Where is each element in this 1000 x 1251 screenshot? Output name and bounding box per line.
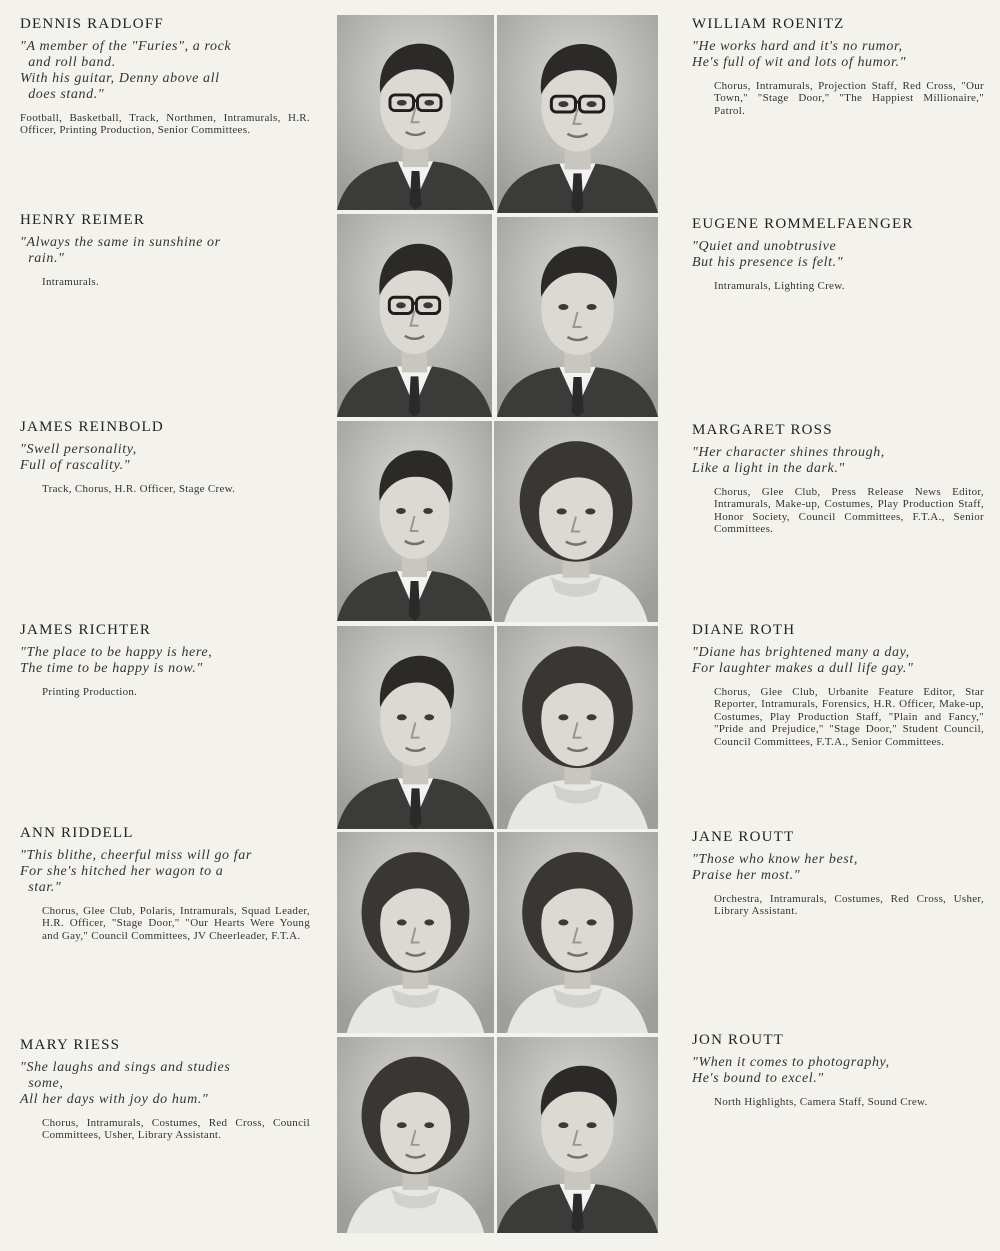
- portrait-photo-henry-reimer: [337, 214, 492, 417]
- student-entry-henry-reimer: [20, 212, 310, 288]
- student-name: JON ROUTT: [692, 1032, 785, 1048]
- student-quote: "This blithe, cheerful miss will go far For she's hitched her wagon to a star.": [20, 848, 252, 895]
- student-name: JAMES RICHTER: [20, 622, 152, 638]
- student-entry-diane-roth: [692, 622, 984, 748]
- student-activities: Chorus, Glee Club, Press Release News Editor, Intramurals, Make-up, Costumes, Play Production Staff, Honor Society, Council Committees, F.T.A., Senior Committees.: [714, 486, 984, 536]
- student-activities: Printing Production.: [42, 686, 138, 698]
- student-entry-dennis-radloff: [20, 16, 310, 137]
- student-activities: Football, Basketball, Track, Northmen, Intramurals, H.R. Officer, Printing Production, Senior Committees.: [20, 112, 310, 137]
- student-entry-jon-routt: [692, 1032, 984, 1108]
- student-name: MARGARET ROSS: [692, 422, 833, 438]
- student-name: ANN RIDDELL: [20, 825, 134, 841]
- student-name: DIANE ROTH: [692, 622, 796, 638]
- student-entry-william-roenitz: [692, 16, 984, 117]
- student-quote: "Her character shines through, Like a light in the dark.": [692, 445, 885, 476]
- student-activities: North Highlights, Camera Staff, Sound Crew.: [714, 1096, 928, 1108]
- student-name: EUGENE ROMMELFAENGER: [692, 216, 914, 232]
- student-name: JANE ROUTT: [692, 829, 795, 845]
- student-quote: "A member of the "Furies", a rock and roll band. With his guitar, Denny above all does stand.": [20, 39, 232, 102]
- student-name: JAMES REINBOLD: [20, 419, 164, 435]
- student-activities: Chorus, Glee Club, Polaris, Intramurals, Squad Leader, H.R. Officer, "Stage Door," "Our Hearts Were Young and Gay," Council Committees, JV Cheerleader, F.T.A.: [42, 905, 310, 942]
- student-name: HENRY REIMER: [20, 212, 146, 228]
- portrait-photo-eugene-rommelfaenger: [497, 217, 658, 417]
- student-entry-james-reinbold: [20, 419, 310, 495]
- student-activities: Orchestra, Intramurals, Costumes, Red Cross, Usher, Library Assistant.: [714, 893, 984, 918]
- portrait-photo-william-roenitz: [497, 15, 658, 213]
- student-activities: Chorus, Intramurals, Costumes, Red Cross, Council Committees, Usher, Library Assistant.: [42, 1117, 310, 1142]
- student-quote: "She laughs and sings and studies some, All her days with joy do hum.": [20, 1060, 231, 1107]
- portrait-photo-mary-riess: [337, 1037, 494, 1233]
- student-activities: Chorus, Glee Club, Urbanite Feature Editor, Star Reporter, Intramurals, Forensics, H.R. Officer, Make-up, Costumes, Play Production Staff, "Plain and Fancy," "Pride and Prejudice," "Stage Door," Student Council, Council Committees, F.T.A., Senior Committees.: [714, 686, 984, 748]
- portrait-photo-dennis-radloff: [337, 15, 494, 210]
- student-quote: "He works hard and it's no rumor, He's full of wit and lots of humor.": [692, 39, 907, 70]
- portrait-photo-diane-roth: [497, 626, 658, 829]
- student-name: WILLIAM ROENITZ: [692, 16, 845, 32]
- portrait-photo-james-reinbold: [337, 421, 492, 621]
- portrait-photo-jon-routt: [497, 1037, 658, 1233]
- student-activities: Chorus, Intramurals, Projection Staff, Red Cross, "Our Town," "Stage Door," "The Happiest Millionaire," Patrol.: [714, 80, 984, 117]
- student-activities: Intramurals.: [42, 276, 100, 288]
- student-activities: Track, Chorus, H.R. Officer, Stage Crew.: [42, 483, 236, 495]
- portrait-photo-margaret-ross: [494, 421, 658, 622]
- student-entry-james-richter: [20, 622, 310, 698]
- student-quote: "Those who know her best, Praise her most.": [692, 852, 858, 883]
- student-entry-eugene-rommelfaenger: [692, 216, 984, 292]
- student-quote: "Always the same in sunshine or rain.": [20, 235, 221, 266]
- student-name: DENNIS RADLOFF: [20, 16, 164, 32]
- student-entry-jane-routt: [692, 829, 984, 918]
- student-entry-margaret-ross: [692, 422, 984, 536]
- student-entry-mary-riess: [20, 1037, 310, 1142]
- student-name: MARY RIESS: [20, 1037, 121, 1053]
- portrait-photo-jane-routt: [497, 832, 658, 1033]
- student-entry-ann-riddell: [20, 825, 310, 942]
- student-activities: Intramurals, Lighting Crew.: [714, 280, 845, 292]
- portrait-photo-james-richter: [337, 626, 494, 829]
- student-quote: "The place to be happy is here, The time to be happy is now.": [20, 645, 213, 676]
- student-quote: "When it comes to photography, He's bound to excel.": [692, 1055, 890, 1086]
- portrait-photo-ann-riddell: [337, 832, 494, 1033]
- student-quote: "Quiet and unobtrusive But his presence is felt.": [692, 239, 844, 270]
- student-quote: "Swell personality, Full of rascality.": [20, 442, 137, 473]
- student-quote: "Diane has brightened many a day, For laughter makes a dull life gay.": [692, 645, 914, 676]
